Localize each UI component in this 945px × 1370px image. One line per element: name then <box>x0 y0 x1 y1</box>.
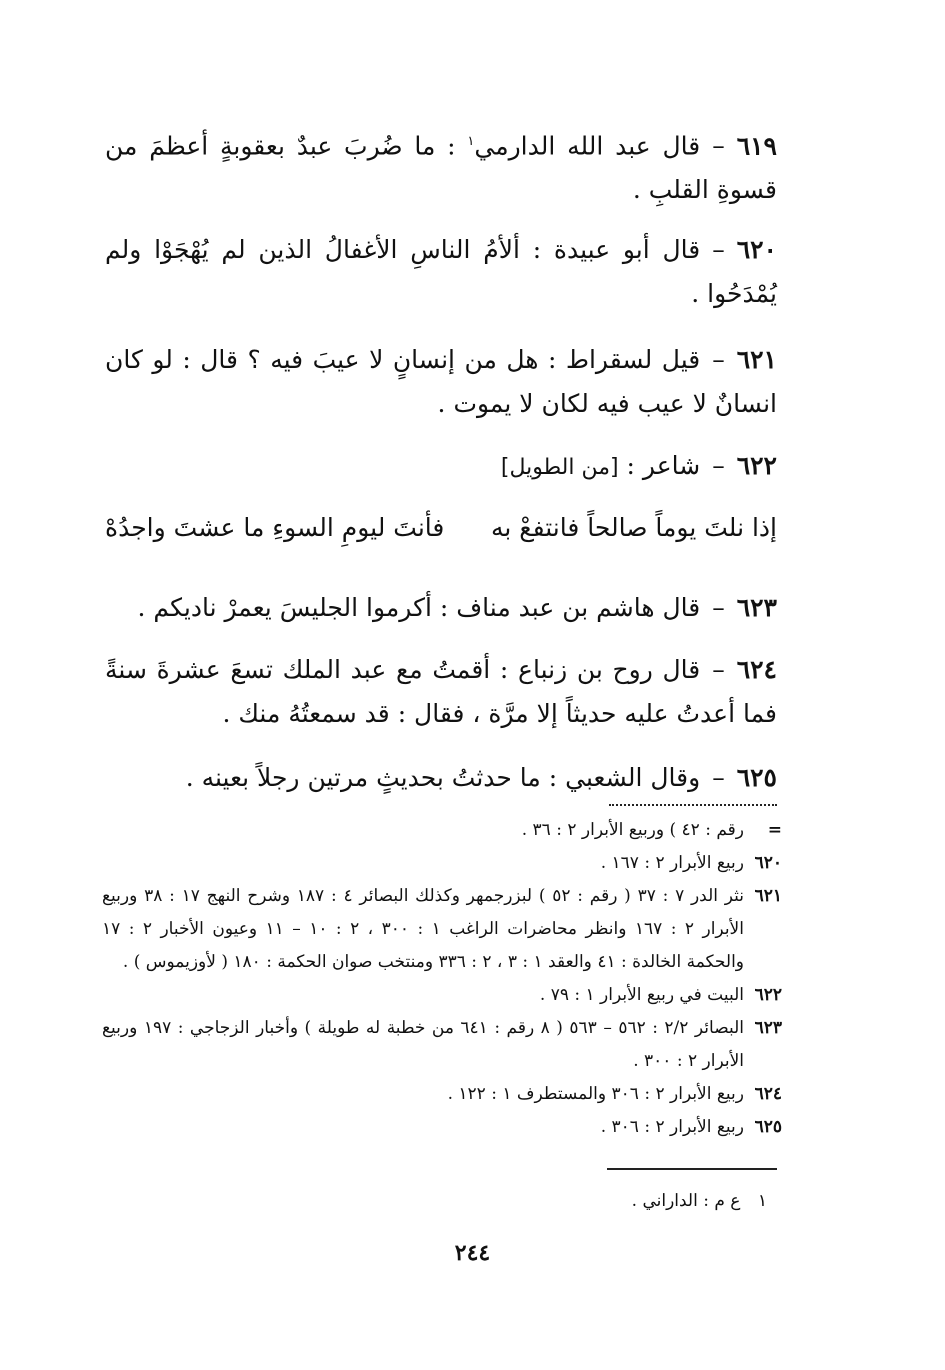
note-620 <box>102 847 782 880</box>
entry-621: ٦٢١–قيل لسقراط : هل من إنسانٍ لا عيبَ فيه ؟ قال : لو كان انسانٌ لا عيب فيه لكان لا يموت . <box>105 345 777 418</box>
entry-number: ٦٢٠ <box>736 235 777 264</box>
entry-number: ٦١٩ <box>736 131 777 161</box>
note-text: نثر الدر ٧ : ٣٧ ( رقم : ٥٢ ) لبزرجمهر وكذلك البصائر ٤ : ١٨٧ وشرح النهج ١٧ : ٣٨ وربيع الأبرار ٢ : ١٦٧ وانظر محاضرات الراغب ١ : ٣٠٠ ، ٢ : ١٠ – ١١ وعيون الأخبار ٢ : ١٧ والحكمة الخالدة : ٤١ والعقد ١ : ٣ ، ٢ : ٣٣٦ ومنتخب صوان الحكمة : ١٨٠ ( لأوزيموس ) . <box>102 886 745 972</box>
note-number: ٦٢٠ <box>754 853 782 873</box>
entry-text: شاعر : <box>626 451 701 480</box>
first-hemistich: إذا نلتَ يوماً صالحاً فانتفعْ به <box>490 513 777 542</box>
entry-text: قال هاشم بن عبد مناف : أكرموا الجليسَ يعمرْ ناديكم . <box>137 593 701 622</box>
note-623 <box>102 1012 782 1078</box>
page-number: ٢٤٤ <box>454 1240 491 1266</box>
note-621 <box>102 880 782 979</box>
note-number: ٦٢٥ <box>754 1117 782 1137</box>
footnote-ref: ١ <box>467 134 475 149</box>
entry-text: قال أبو عبيدة : ألأمُ الناسِ الأغفالُ الذين لم يُهْجَوْا ولم يُمْدَحُوا . <box>105 235 777 308</box>
footnote-number: ١ <box>757 1191 767 1211</box>
entry-620: ٦٢٠–قال أبو عبيدة : ألأمُ الناسِ الأغفالُ الذين لم يُهْجَوْا ولم يُمْدَحُوا . <box>105 235 777 308</box>
entry-text: قال عبد الله الدارمي <box>474 131 701 161</box>
entry-number: ٦٢٢ <box>736 451 777 480</box>
note-622 <box>102 979 782 1012</box>
note-text: البصائر ٢/٢ : ٥٦٢ – ٥٦٣ ( ٨ رقم : ٦٤١ من خطبة له طويلة ) وأخبار الزجاجي : ١٩٧ وربيع الأبرار ٢ : ٣٠٠ . <box>102 1018 744 1071</box>
note-continuation <box>102 814 782 847</box>
note-text: ربيع الأبرار ٢ : ٣٠٦ . <box>600 1117 744 1137</box>
note-text: البيت في ربيع الأبرار ١ : ٧٩ . <box>539 985 744 1005</box>
note-number: = <box>767 820 782 840</box>
poetic-meter: [من الطويل] <box>500 455 619 480</box>
entry-text-cont: : ما ضُربَ عبدٌ بعقوبةٍ أعظمَ من قسوةِ القلبِ . <box>105 131 777 205</box>
note-number: ٦٢٤ <box>754 1084 782 1104</box>
note-number: ٦٢١ <box>754 886 782 906</box>
entry-622: ٦٢٢–شاعر : [من الطويل] <box>500 451 777 480</box>
entry-text: وقال الشعبي : ما حدثتُ بحديثٍ مرتين رجلاً بعينه . <box>185 763 701 792</box>
source-notes <box>102 814 782 1144</box>
entry-number: ٦٢١ <box>736 345 777 374</box>
second-hemistich: فأنتَ ليومِ السوءِ ما عشتَ واجدُهْ <box>105 513 445 542</box>
footnote <box>632 1186 767 1216</box>
note-text: ربيع الأبرار ٢ : ١٦٧ . <box>600 853 744 873</box>
footnote-divider <box>607 1168 777 1170</box>
entry-619: ٦١٩–قال عبد الله الدارمي$^١$ : ما ضُربَ عبدٌ بعقوبةٍ أعظمَ من قسوةِ القلبِ . <box>105 131 777 205</box>
note-text: رقم : ٤٢ ) وربيع الأبرار ٢ : ٣٦ . <box>521 820 744 840</box>
note-number: ٦٢٢ <box>754 985 782 1005</box>
entry-625: ٦٢٥–وقال الشعبي : ما حدثتُ بحديثٍ مرتين رجلاً بعينه . <box>185 763 777 792</box>
entry-text: قيل لسقراط : هل من إنسانٍ لا عيبَ فيه ؟ قال : لو كان انسانٌ لا عيب فيه لكان لا يموت . <box>105 345 777 418</box>
entry-623: ٦٢٣–قال هاشم بن عبد مناف : أكرموا الجليسَ يعمرْ ناديكم . <box>137 593 777 622</box>
entry-624: ٦٢٤–قال روح بن زنباع : أقمتُ مع عبد الملك تسعَ عشرةَ سنةً فما أعدتُ عليه حديثاً إلا مرَّة ، فقال : قد سمعتُهُ منك . <box>105 655 777 728</box>
note-number: ٦٢٣ <box>754 1018 782 1038</box>
note-624 <box>102 1078 782 1111</box>
entry-number: ٦٢٣ <box>736 593 777 622</box>
entry-text: قال روح بن زنباع : أقمتُ مع عبد الملك تسعَ عشرةَ سنةً فما أعدتُ عليه حديثاً إلا مرَّة ، فقال : قد سمعتُهُ منك . <box>105 655 777 728</box>
verse-line <box>105 506 777 550</box>
entry-number: ٦٢٤ <box>736 655 777 684</box>
note-625 <box>102 1111 782 1144</box>
notes-divider <box>609 804 777 806</box>
entry-number: ٦٢٥ <box>736 763 777 792</box>
footnote-text: ع م : الداراني . <box>631 1191 741 1211</box>
note-text: ربيع الأبرار ٢ : ٣٠٦ والمستطرف ١ : ١٢٢ . <box>447 1084 744 1104</box>
